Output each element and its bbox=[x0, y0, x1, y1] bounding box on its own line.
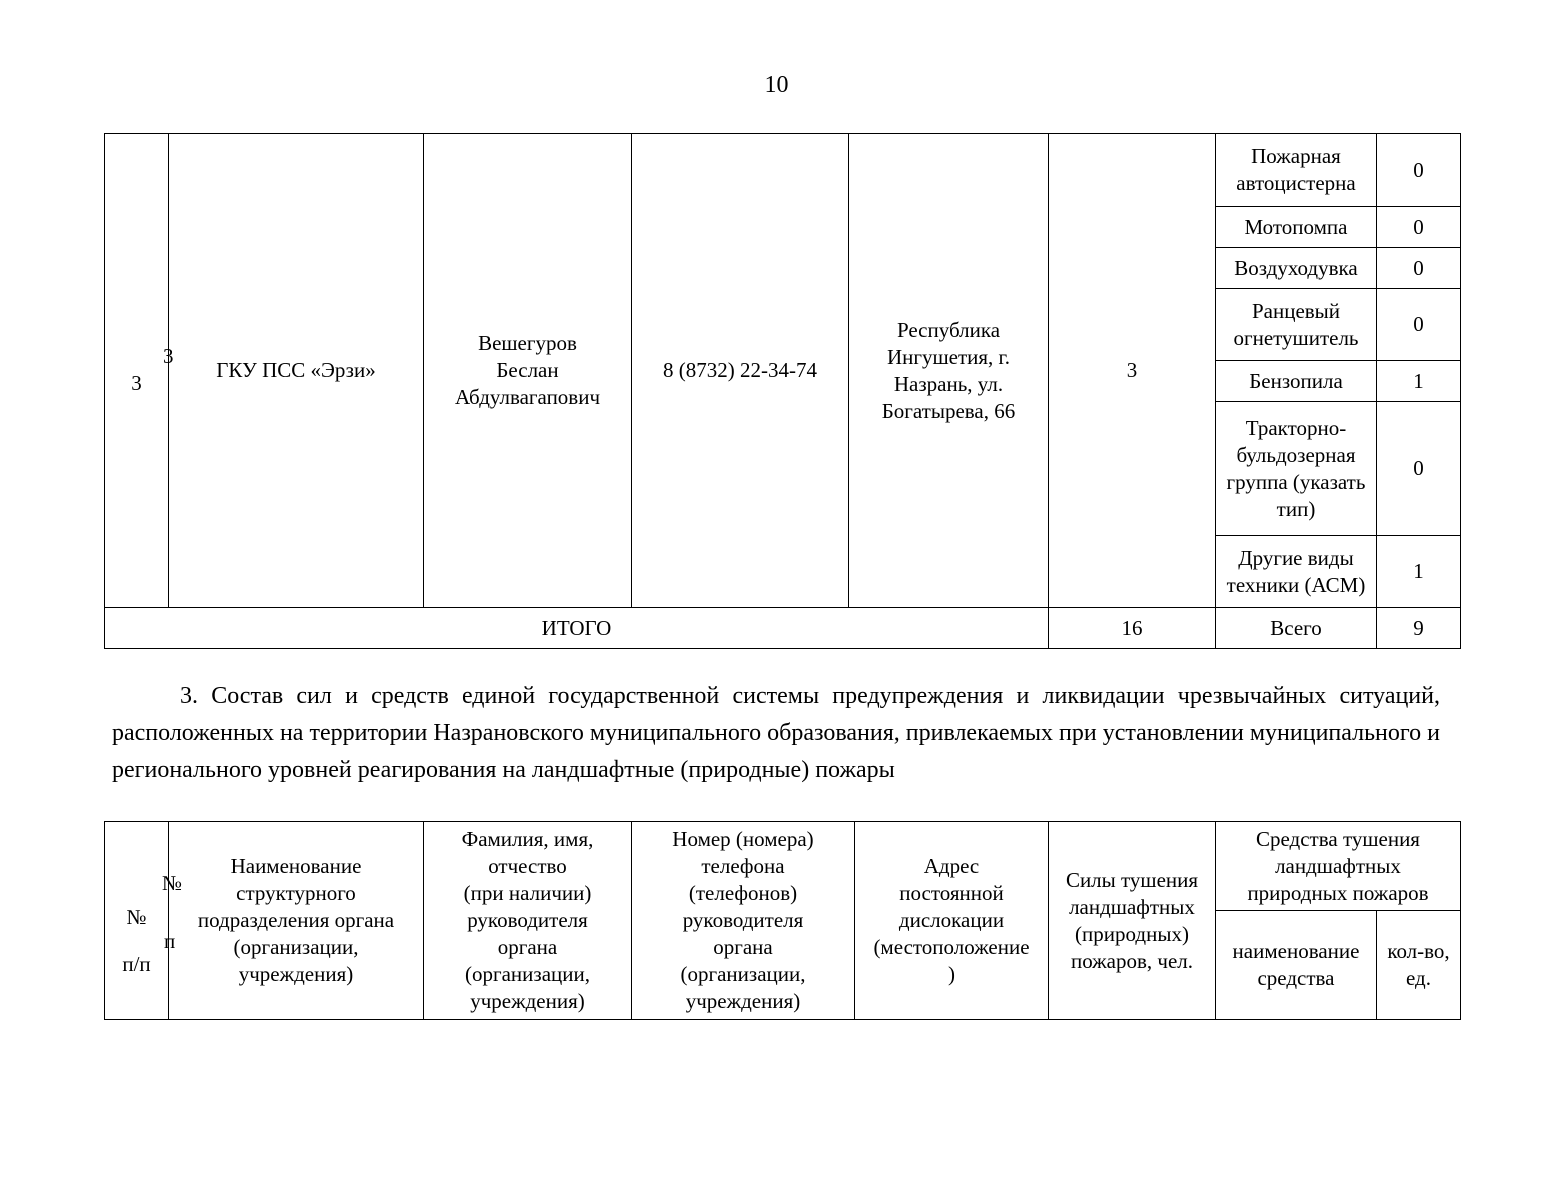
head-name-cell bbox=[424, 134, 632, 608]
equipment-name-line: техники (АСМ) bbox=[1226, 572, 1366, 597]
header-line: учреждения) bbox=[238, 962, 354, 986]
header-line: Наименование bbox=[230, 854, 362, 878]
header-line: ландшафтных bbox=[1069, 894, 1195, 919]
header-line: средства bbox=[1257, 966, 1335, 990]
header-line: ед. bbox=[1406, 966, 1431, 990]
org-name: ГКУ ПСС «Эрзи» bbox=[169, 134, 424, 608]
header-line: Силы тушения bbox=[1065, 867, 1199, 892]
equipment-name: Мотопомпа bbox=[1216, 207, 1377, 248]
equipment-count: 0 bbox=[1377, 207, 1461, 248]
equipment-count: 0 bbox=[1377, 248, 1461, 289]
header-line: наименование bbox=[1232, 939, 1360, 963]
header-line: (природных) bbox=[1075, 921, 1189, 946]
equipment-name-line: тип) bbox=[1276, 496, 1316, 521]
header-line: ландшафтных bbox=[1275, 853, 1401, 878]
equipment-name-line: бульдозерная bbox=[1236, 442, 1356, 467]
header-line: природных пожаров bbox=[1247, 880, 1429, 905]
equipment-count: 0 bbox=[1377, 402, 1461, 536]
header-line: учреждения) bbox=[470, 989, 585, 1013]
header-address-cell bbox=[855, 822, 1049, 1020]
total-label: ИТОГО bbox=[105, 608, 1049, 649]
stray-num-p: п bbox=[164, 929, 176, 953]
equipment-name-line: Ранцевый bbox=[1251, 298, 1341, 323]
header-head-cell bbox=[424, 822, 632, 1020]
header-means-count-cell bbox=[1377, 911, 1461, 1020]
header-line: руководителя bbox=[467, 908, 588, 932]
equipment-name: Бензопила bbox=[1216, 361, 1377, 402]
head-name-line: Абдулвагапович bbox=[454, 385, 601, 409]
people-count: 3 bbox=[1049, 134, 1216, 608]
forces-table-continued bbox=[104, 133, 1461, 649]
header-line: подразделения органа bbox=[197, 908, 395, 932]
header-line: телефона bbox=[701, 854, 785, 878]
equipment-count: 1 bbox=[1377, 536, 1461, 608]
equipment-name-line: автоцистерна bbox=[1236, 171, 1356, 195]
equipment-name bbox=[1216, 134, 1377, 207]
header-line: (телефонов) bbox=[688, 881, 798, 905]
total-people: 16 bbox=[1049, 608, 1216, 649]
header-line: Средства тушения bbox=[1256, 826, 1420, 851]
head-name-line: Вешегуров bbox=[478, 331, 577, 355]
head-name-line: Беслан bbox=[496, 358, 559, 382]
header-line: Фамилия, имя, bbox=[461, 827, 594, 851]
header-line: (организации, bbox=[233, 935, 359, 959]
equipment-count: 0 bbox=[1377, 134, 1461, 207]
address-line: Республика bbox=[896, 317, 1001, 342]
header-forces-cell bbox=[1049, 822, 1216, 1020]
header-line: Номер (номера) bbox=[672, 827, 814, 851]
header-line: (при наличии) bbox=[463, 881, 592, 905]
equipment-count: 0 bbox=[1377, 289, 1461, 361]
header-num-line: № bbox=[126, 904, 147, 929]
total-equipment-count: 9 bbox=[1377, 608, 1461, 649]
equipment-name: Воздуходувка bbox=[1216, 248, 1377, 289]
row-index-cell bbox=[105, 134, 174, 608]
address-line: Ингушетия, г. bbox=[886, 344, 1011, 369]
equipment-count: 1 bbox=[1377, 361, 1461, 402]
equipment-name-line: огнетушитель bbox=[1233, 325, 1359, 350]
header-means-cell bbox=[1216, 822, 1461, 911]
header-means-name-cell bbox=[1216, 911, 1377, 1020]
phone: 8 (8732) 22-34-74 bbox=[632, 134, 849, 608]
equipment-name-line: группа (указать bbox=[1226, 469, 1366, 494]
header-line: ) bbox=[948, 962, 955, 986]
equipment-name bbox=[1216, 289, 1377, 361]
header-line: дислокации bbox=[898, 908, 1005, 932]
header-line: кол-во, bbox=[1387, 939, 1450, 963]
header-name-cell bbox=[169, 822, 424, 1020]
equipment-name bbox=[1216, 536, 1377, 608]
header-line: (местоположение bbox=[873, 935, 1030, 959]
row-index: 3 bbox=[131, 371, 142, 395]
header-phone-cell bbox=[632, 822, 855, 1020]
total-equipment-label: Всего bbox=[1216, 608, 1377, 649]
header-line: (организации, bbox=[680, 962, 806, 986]
address-line: Назрань, ул. bbox=[893, 371, 1004, 396]
forces-table-header bbox=[104, 821, 1461, 1020]
header-line: отчество bbox=[488, 854, 567, 878]
header-line: учреждения) bbox=[685, 989, 801, 1013]
header-num-line: п/п bbox=[122, 951, 151, 976]
address-line: Богатырева, 66 bbox=[881, 398, 1016, 423]
stray-num-sign: № bbox=[162, 871, 183, 895]
section-heading-paragraph: 3. Состав сил и средств единой государственной системы предупреждения и ликвидации чрезвычайных ситуаций, расположенных на территории Назрановского муниципального образования, привлекаемых при установлении муниципального и регионального уровней реагирования на ландшафтные (природные) пожары bbox=[112, 683, 1440, 783]
header-line: руководителя bbox=[682, 908, 804, 932]
header-line: постоянной bbox=[899, 881, 1004, 905]
header-line: органа bbox=[497, 935, 558, 959]
equipment-name-line: Другие виды bbox=[1238, 545, 1354, 570]
stray-index: 3 bbox=[163, 344, 174, 368]
header-line: (организации, bbox=[465, 962, 590, 986]
header-line: органа bbox=[713, 935, 773, 959]
equipment-name-line: Пожарная bbox=[1251, 144, 1341, 168]
header-line: Адрес bbox=[923, 854, 980, 878]
header-num-cell bbox=[105, 822, 183, 1020]
equipment-name bbox=[1216, 402, 1377, 536]
header-line: структурного bbox=[236, 881, 356, 905]
page-number: 10 bbox=[764, 72, 789, 98]
header-line: пожаров, чел. bbox=[1070, 948, 1194, 973]
equipment-name-line: Тракторно- bbox=[1245, 415, 1347, 440]
address-cell bbox=[849, 134, 1049, 608]
